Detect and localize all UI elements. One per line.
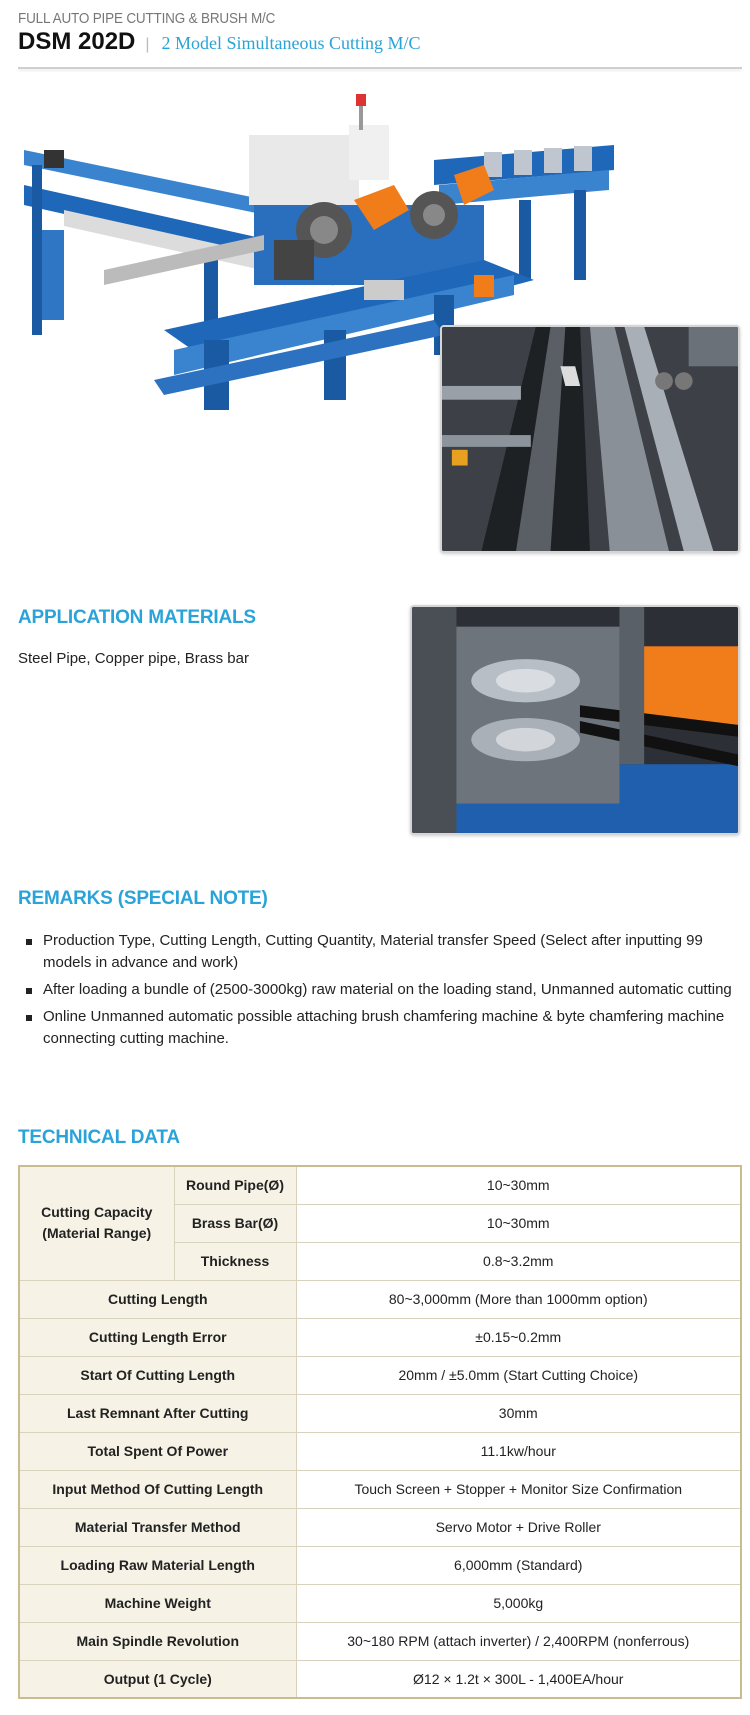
row-value: 5,000kg: [296, 1584, 741, 1622]
table-row: [19, 1508, 741, 1546]
remarks-list: [26, 930, 736, 1055]
row-value: 10~30mm: [296, 1166, 741, 1204]
row-value: 11.1kw/hour: [296, 1432, 741, 1470]
row-label: Brass Bar(Ø): [174, 1204, 296, 1242]
table-row: [19, 1394, 741, 1432]
tech-title: TECHNICAL DATA: [18, 1127, 180, 1148]
row-label: Machine Weight: [19, 1584, 296, 1622]
row-label: Thickness: [174, 1242, 296, 1280]
capacity-label: Cutting Capacity (Material Range): [19, 1166, 174, 1280]
row-label: Main Spindle Revolution: [19, 1622, 296, 1660]
row-label: Round Pipe(Ø): [174, 1166, 296, 1204]
row-value: ±0.15~0.2mm: [296, 1318, 741, 1356]
remark-item: Production Type, Cutting Length, Cutting Quantity, Material transfer Speed (Select after inputting 99 models in advance and work): [26, 930, 736, 974]
table-row: [19, 1318, 741, 1356]
technical-data-table: [18, 1165, 742, 1699]
row-label: Material Transfer Method: [19, 1508, 296, 1546]
row-value: 20mm / ±5.0mm (Start Cutting Choice): [296, 1356, 741, 1394]
table-row: [19, 1356, 741, 1394]
remark-item: After loading a bundle of (2500-3000kg) raw material on the loading stand, Unmanned automatic cutting: [26, 979, 736, 1001]
row-value: 0.8~3.2mm: [296, 1242, 741, 1280]
row-value: 10~30mm: [296, 1204, 741, 1242]
row-label: Total Spent Of Power: [19, 1432, 296, 1470]
row-value: 80~3,000mm (More than 1000mm option): [296, 1280, 741, 1318]
header-divider: [18, 67, 742, 69]
table-row: [19, 1584, 741, 1622]
row-value: 30~180 RPM (attach inverter) / 2,400RPM (nonferrous): [296, 1622, 741, 1660]
remarks-title: REMARKS (SPECIAL NOTE): [18, 888, 268, 909]
row-value: Touch Screen + Stopper + Monitor Size Confirmation: [296, 1470, 741, 1508]
row-value: Servo Motor + Drive Roller: [296, 1508, 741, 1546]
page-header: [18, 10, 742, 56]
remark-item: Online Unmanned automatic possible attaching brush chamfering machine & byte chamfering machine connecting cutting machine.: [26, 1006, 736, 1050]
table-row: [19, 1166, 741, 1204]
product-category: FULL AUTO PIPE CUTTING & BRUSH M/C: [18, 10, 276, 27]
bullet-icon: [26, 1015, 32, 1021]
table-row: [19, 1470, 741, 1508]
row-value: 30mm: [296, 1394, 741, 1432]
row-label: Cutting Length: [19, 1280, 296, 1318]
application-materials-text: Steel Pipe, Copper pipe, Brass bar: [18, 650, 249, 667]
title-separator: |: [145, 36, 150, 53]
table-row: [19, 1622, 741, 1660]
row-label: Input Method Of Cutting Length: [19, 1470, 296, 1508]
row-label: Output (1 Cycle): [19, 1660, 296, 1698]
table-row: [19, 1432, 741, 1470]
detail-photo-rollers: [410, 605, 740, 835]
row-label: Loading Raw Material Length: [19, 1546, 296, 1584]
model-subtitle: 2 Model Simultaneous Cutting M/C: [161, 33, 421, 53]
row-label: Cutting Length Error: [19, 1318, 296, 1356]
bullet-icon: [26, 939, 32, 945]
row-value: Ø12 × 1.2t × 300L - 1,400EA/hour: [296, 1660, 741, 1698]
row-label: Last Remnant After Cutting: [19, 1394, 296, 1432]
title-line: [18, 28, 742, 56]
application-title: APPLICATION MATERIALS: [18, 607, 256, 628]
model-name: DSM 202D: [18, 28, 136, 55]
row-label: Start Of Cutting Length: [19, 1356, 296, 1394]
table-row: [19, 1660, 741, 1698]
bullet-icon: [26, 988, 32, 994]
table-row: [19, 1280, 741, 1318]
row-value: 6,000mm (Standard): [296, 1546, 741, 1584]
detail-photo-rails: [440, 325, 740, 553]
table-row: [19, 1546, 741, 1584]
